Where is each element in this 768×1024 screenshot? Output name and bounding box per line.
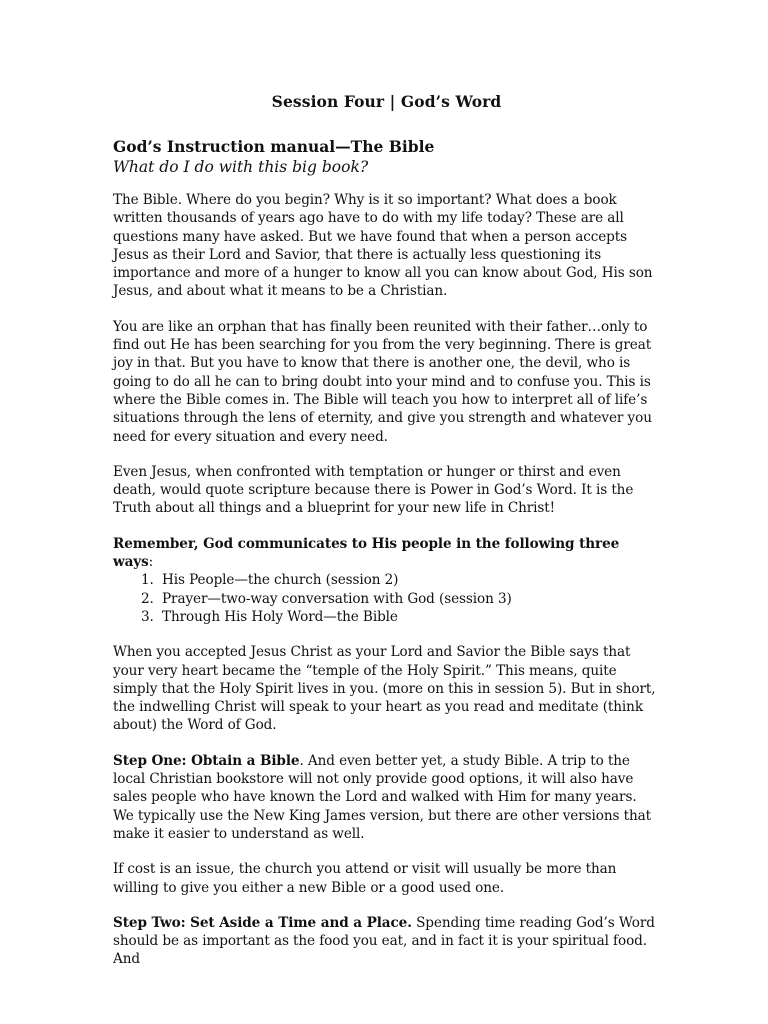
list-item: 1. His People—the church (session 2)	[158, 571, 660, 589]
step-two-heading: Step Two: Set Aside a Time and a Place.	[113, 914, 412, 931]
paragraph-step-two	[113, 914, 660, 969]
step-two-text: Spending time reading God’s Word should be as important as the food you eat, and in fact it is your spiritual food. And	[113, 914, 655, 968]
step-one-heading: Step One: Obtain a Bible	[113, 752, 300, 769]
paragraph-intro: The Bible. Where do you begin? Why is it so important? What does a book written thousands of years ago have to do with my life today? These are all questions many have asked. But we have found that when a person accepts Jesus as their Lord and Savior, that there is actually less questioning its importance and more of a hunger to know all you can know about God, His son Jesus, and about what it means to be a Christian.	[113, 192, 653, 300]
list-item: 2. Prayer—two-way conversation with God (session 3)	[158, 590, 660, 608]
paragraph-cost: If cost is an issue, the church you attend or visit will usually be more than willing to give you either a new Bible or a good used one.	[113, 861, 617, 896]
paragraph-temple: When you accepted Jesus Christ as your Lord and Savior the Bible says that your very heart became the “temple of the Holy Spirit.” This means, quite simply that the Holy Spirit lives in you. (more on this in session 5). But in short, the indwelling Christ will speak to your heart as you read and meditate (think about) the Word of God.	[113, 644, 656, 734]
remember-lead-bold: Remember, God communicates to His people in the following three ways	[113, 535, 620, 571]
step-one-text: . And even better yet, a study Bible. A trip to the local Christian bookstore will not only provide good options, it will also have sales people who have known the Lord and walked with Him for many years. We typically use the New King James version, but there are other versions that make it easier to understand as well.	[113, 752, 651, 842]
section-heading: God’s Instruction manual—The Bible	[113, 137, 435, 156]
paragraph-step-one	[113, 752, 660, 843]
remember-lead	[113, 535, 660, 572]
section-subheading: What do I do with this big book?	[113, 158, 369, 176]
three-ways-list	[113, 571, 660, 626]
list-item: 3. Through His Holy Word—the Bible	[158, 608, 660, 626]
remember-lead-rest: :	[148, 554, 154, 571]
page-title: Session Four | God’s Word	[271, 92, 502, 111]
paragraph-jesus-scripture: Even Jesus, when confronted with temptation or hunger or thirst and even death, would quote scripture because there is Power in God’s Word. It is the Truth about all things and a blueprint for your new life in Christ!	[113, 463, 634, 517]
paragraph-orphan: You are like an orphan that has finally been reunited with their father…only to find out He has been searching for you from the very beginning. There is great joy in that. But you have to know that there is another one, the devil, who is going to do all he can to bring doubt into your mind and to confuse you. This is where the Bible comes in. The Bible will teach you how to interpret all of life’s situations through the lens of eternity, and give you strength and whatever you need for every situation and every need.	[113, 318, 652, 445]
